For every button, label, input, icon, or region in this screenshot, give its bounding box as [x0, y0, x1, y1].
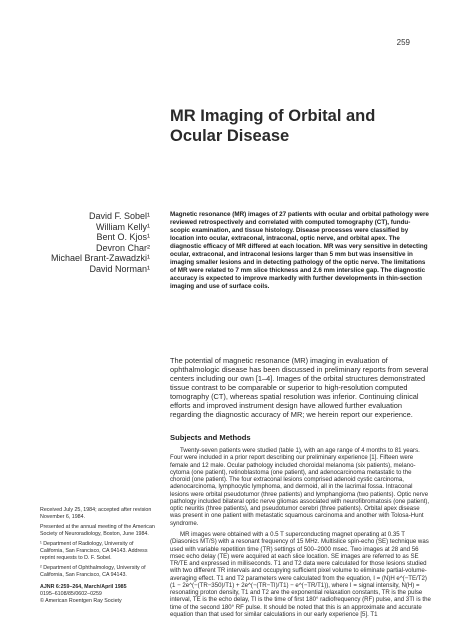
issn: 0195–6108/85/0602–0259: [40, 590, 102, 597]
received-note: Received July 25, 1984; accepted after revision November 6, 1984.: [40, 507, 152, 520]
abstract: Magnetic resonance (MR) images of 27 patients with ocular and orbital pathology were reviewed retrospectively and correlated with computed tomography (CT), fundu-scopic examination, and tissue histology. Disease processes were classified by location into ocular, extraconal, intraconal, optic nerve, and orbital apex. The diagnostic efficacy of MR differed at each location. MR was very sensitive in detecting ocular, extraconal, and intraconal lesions larger than 5 mm but was insensitive in imaging smaller lesions and in detecting pathology of the optic nerve. The limitations of MR were related to 7 mm slice thickness and 2.6 mm interslice gap. The diagnostic accuracy is expected to improve markedly with further developments in thin-section imaging and use of surface coils.: [170, 211, 429, 291]
affiliation-note-1: ¹ Department of Radiology, University of California, San Francisco, CA 94143. Address reprint requests to D. F. Sobel.: [40, 541, 148, 561]
copyright: © American Roentgen Ray Society: [40, 597, 122, 604]
journal-citation: AJNR 6:259–264, March/April 1985: [40, 584, 127, 591]
methods-paragraph-2: MR images were obtained with a 0.5 T superconducting magnet operating at 0.35 T (Diasonics MT/S) with a resonant frequency of 15 MHz. Multislice spin-echo (SE) technique was used with variable repetition time (TR) settings of 500–2000 msec. Two images at 28 and 56 msec echo delay (TE) were acquired at each slice location. SE images are referred to as SE TR/TE and expressed in milliseconds. T1 and T2 data were calculated for those lesions studied with two different TR intervals and occupying sufficient pixel volume to eliminate partial-volume-averaging effect. T1 and T2 parameters were calculated from the equation, I = (N)H e^(−TE/T2) (1 − 2e^(−(TR−350)/T1) + 2e^(−(TR−TI)/T1) − e^(−TR/T1)), where I = signal intensity, N(H) = resonating proton density, T1 and T2 are the exponential relaxation constants, TR is the pulse interval, TE is the echo delay, TI is the time of first 180° radiofrequency (RF) pulse, and 3TI is the time of the second 180° RF pulse. It should be noted that this is an approximate and accurate equation than that used for similar calculations in our early experience [5]. T1: [170, 531, 431, 618]
author-name: David Norman¹: [89, 263, 150, 274]
author-name: Bent O. Kjos¹: [96, 232, 150, 243]
page-number: 259: [396, 38, 410, 47]
author-name: Michael Brant-Zawadzki¹: [50, 253, 150, 264]
footnotes: [40, 507, 156, 604]
author-name: Devron Char²: [95, 242, 150, 253]
author-name: David F. Sobel¹: [88, 211, 150, 221]
methods-paragraph-1: Twenty-seven patients were studied (table 1), with an age range of 4 months to 81 years. Four were included in a prior report describing our preliminary experience [1]. Fifteen were female and 12 male. Ocular pathology included choroidal melanoma (six patients), melano-cytoma (one patient), retinoblastoma (one patient), and adenocarcinoma metastatic to the choroid (one patient). The four extraconal lesions comprised adenoid cystic carcinoma, adenocarcinoma, lymphocytic lymphoma, and dermoid, all in the lacrimal fossa. Intraconal lesions were orbital pseudotumor (three patients) and lymphangioma (two patients). Optic nerve pathology included bilateral optic nerve gliomas associated with neurofibromatosis (one patient), optic neuritis (three patients), and pseudotumor cerebri (three patients). Orbital apex disease was present in one patient with metastatic squamous carcinoma and another with Tolosa-Hunt syndrome.: [170, 447, 430, 527]
section-heading: Subjects and Methods: [170, 433, 251, 442]
presented-note: Presented at the annual meeting of the American Society of Neuroradiology, Boston, June 1984.: [40, 524, 155, 537]
affiliation-note-2: ² Department of Ophthalmology, University of California, San Francisco, CA 94143.: [40, 565, 146, 578]
author-name: William Kelly¹: [96, 221, 150, 232]
article-title: MR Imaging of Orbital and Ocular Disease: [170, 107, 376, 145]
author-list: [40, 211, 150, 275]
introduction-paragraph: The potential of magnetic resonance (MR) imaging in evaluation of ophthalmologic disease has been discussed in preliminary reports from several centers including our own [1–4]. Images of the orbital structures demonstrated tissue contrast to be comparable or superior to high-resolution computed tomography (CT), whereas spatial resolution was inferior. Continuing clinical efforts and improved instrument design have allowed further evaluation regarding the diagnostic accuracy of MR; we herein report our experience.: [170, 356, 429, 420]
